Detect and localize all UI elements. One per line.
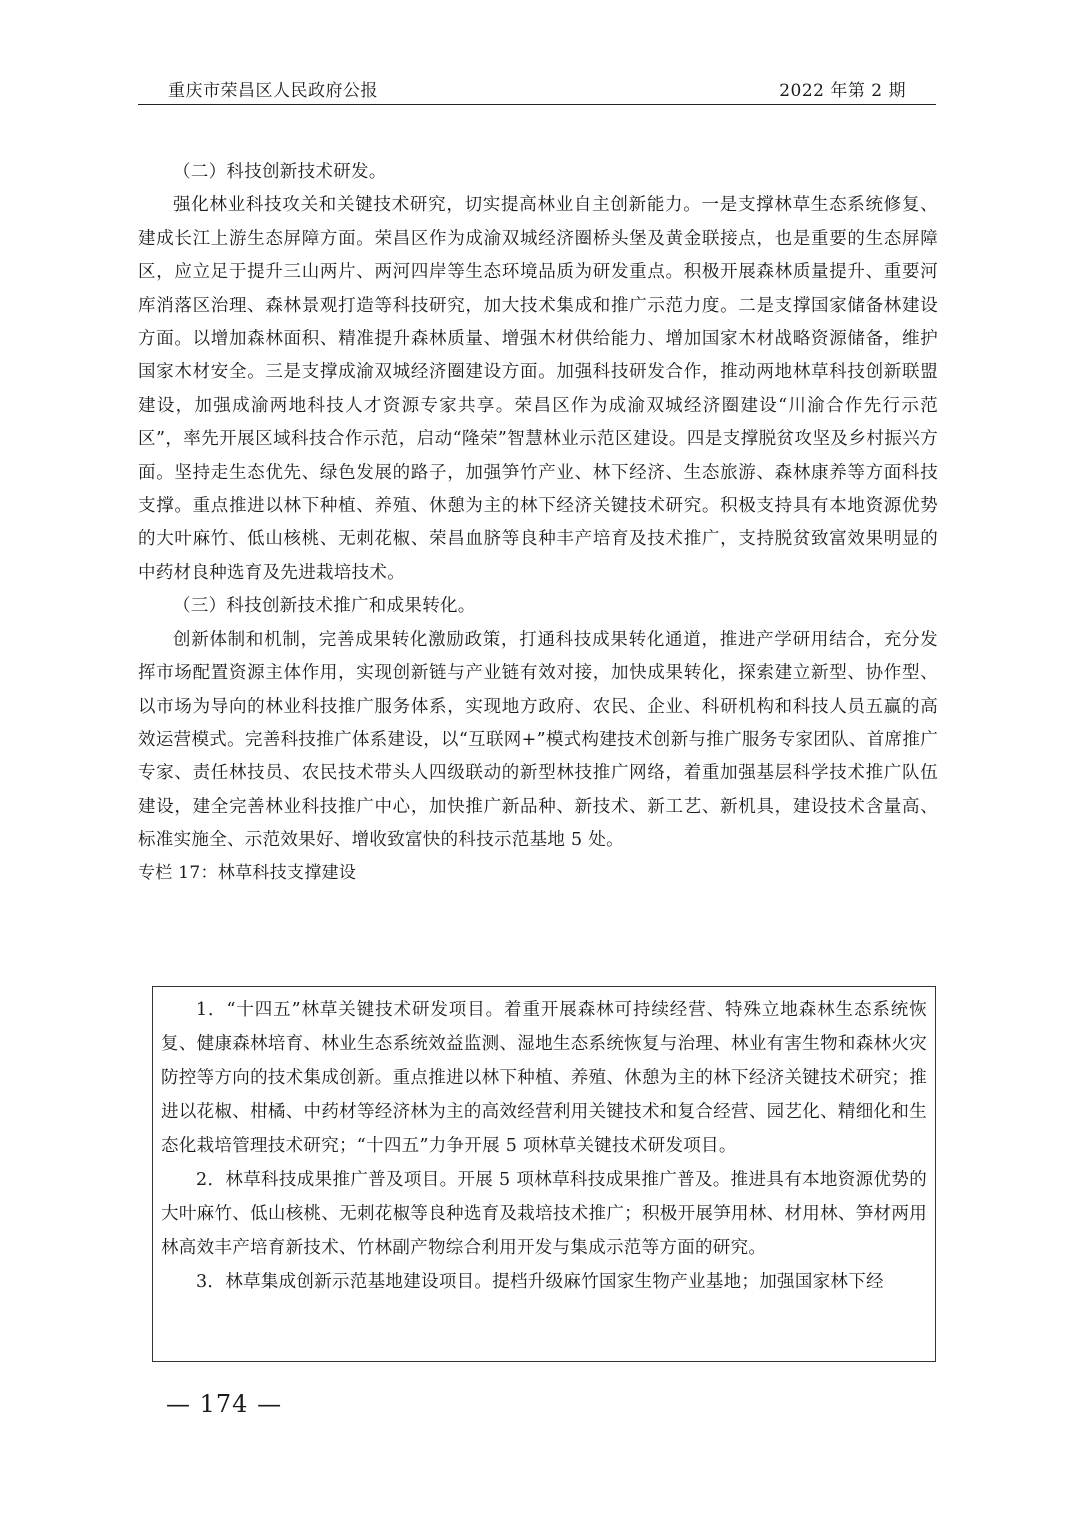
box-item-2: 2．林草科技成果推广普及项目。开展 5 项林草科技成果推广普及。推进具有本地资源优势的大叶麻竹、低山核桃、无刺花椒等良种选育及栽培技术推广；积极开展笋用林、材用林、笋材两用林高效丰产培育新技术、竹林副产物综合利用开发与集成示范等方面的研究。 <box>161 1170 927 1258</box>
column-box <box>152 986 936 1362</box>
column-label: 专栏 17：林草科技支撑建设 <box>138 862 357 883</box>
section-heading-3: （三）科技创新技术推广和成果转化。 <box>173 596 476 617</box>
page-header <box>138 76 936 105</box>
body-paragraph-2: 创新体制和机制，完善成果转化激励政策，打通科技成果转化通道，推进产学研用结合，充分发挥市场配置资源主体作用，实现创新链与产业链有效对接，加快成果转化，探索建立新型、协作型、以市场为导向的林业科技推广服务体系，实现地方政府、农民、企业、科研机构和科技人员五赢的高效运营模式。完善科技推广体系建设，以“互联网+”模式构建技术创新与推广服务专家团队、首席推广专家、责任林技员、农民技术带头人四级联动的新型林技推广网络，着重加强基层科学技术推广队伍建设，建全完善林业科技推广中心，加快推广新品种、新技术、新工艺、新机具，建设技术含量高、标准实施全、示范效果好、增收致富快的科技示范基地 5 处。 <box>138 629 938 851</box>
section-heading-2: （二）科技创新技术研发。 <box>173 162 387 182</box>
publication-title: 重庆市荣昌区人民政府公报 <box>168 81 378 101</box>
box-item-1: 1．“十四五”林草关键技术研发项目。着重开展森林可持续经营、特殊立地森林生态系统恢复、健康森林培育、林业生态系统效益监测、湿地生态系统恢复与治理、林业有害生物和森林火灾防控等方向的技术集成创新。重点推进以林下种植、养殖、休憩为主的林下经济关键技术研究；推进以花椒、柑橘、中药材等经济林为主的高效经营利用关键技术和复合经营、园艺化、精细化和生态化栽培管理技术研究；“十四五”力争开展 5 项林草关键技术研发项目。 <box>161 1000 927 1156</box>
main-content <box>138 156 938 888</box>
body-paragraph-1: 强化林业科技攻关和关键技术研究，切实提高林业自主创新能力。一是支撑林草生态系统修复、建成长江上游生态屏障方面。荣昌区作为成渝双城经济圈桥头堡及黄金联接点，也是重要的生态屏障区，应立足于提升三山两片、两河四岸等生态环境品质为研发重点。积极开展森林质量提升、重要河库消落区治理、森林景观打造等科技研究，加大技术集成和推广示范力度。二是支撑国家储备林建设方面。以增加森林面积、精准提升森林质量、增强木材供给能力、增加国家木材战略资源储备，维护国家木材安全。三是支撑成渝双城经济圈建设方面。加强科技研发合作，推动两地林草科技创新联盟建设，加强成渝两地科技人才资源专家共享。荣昌区作为成渝双城经济圈建设“川渝合作先行示范区”，率先开展区域科技合作示范，启动“隆荣”智慧林业示范区建设。四是支撑脱贫攻坚及乡村振兴方面。坚持走生态优先、绿色发展的路子，加强笋竹产业、林下经济、生态旅游、森林康养等方面科技支撑。重点推进以林下种植、养殖、休憩为主的林下经济关键技术研究。积极支持具有本地资源优势的大叶麻竹、低山核桃、无刺花椒、荣昌血脐等良种丰产培育及技术推广，支持脱贫致富效果明显的中药材良种选育及先进栽培技术。 <box>138 195 938 583</box>
issue-number: 2022 年第 2 期 <box>779 81 906 101</box>
page-number: — 174 — <box>166 1390 283 1418</box>
box-item-3: 3．林草集成创新示范基地建设项目。提档升级麻竹国家生物产业基地；加强国家林下经 <box>196 1272 884 1292</box>
